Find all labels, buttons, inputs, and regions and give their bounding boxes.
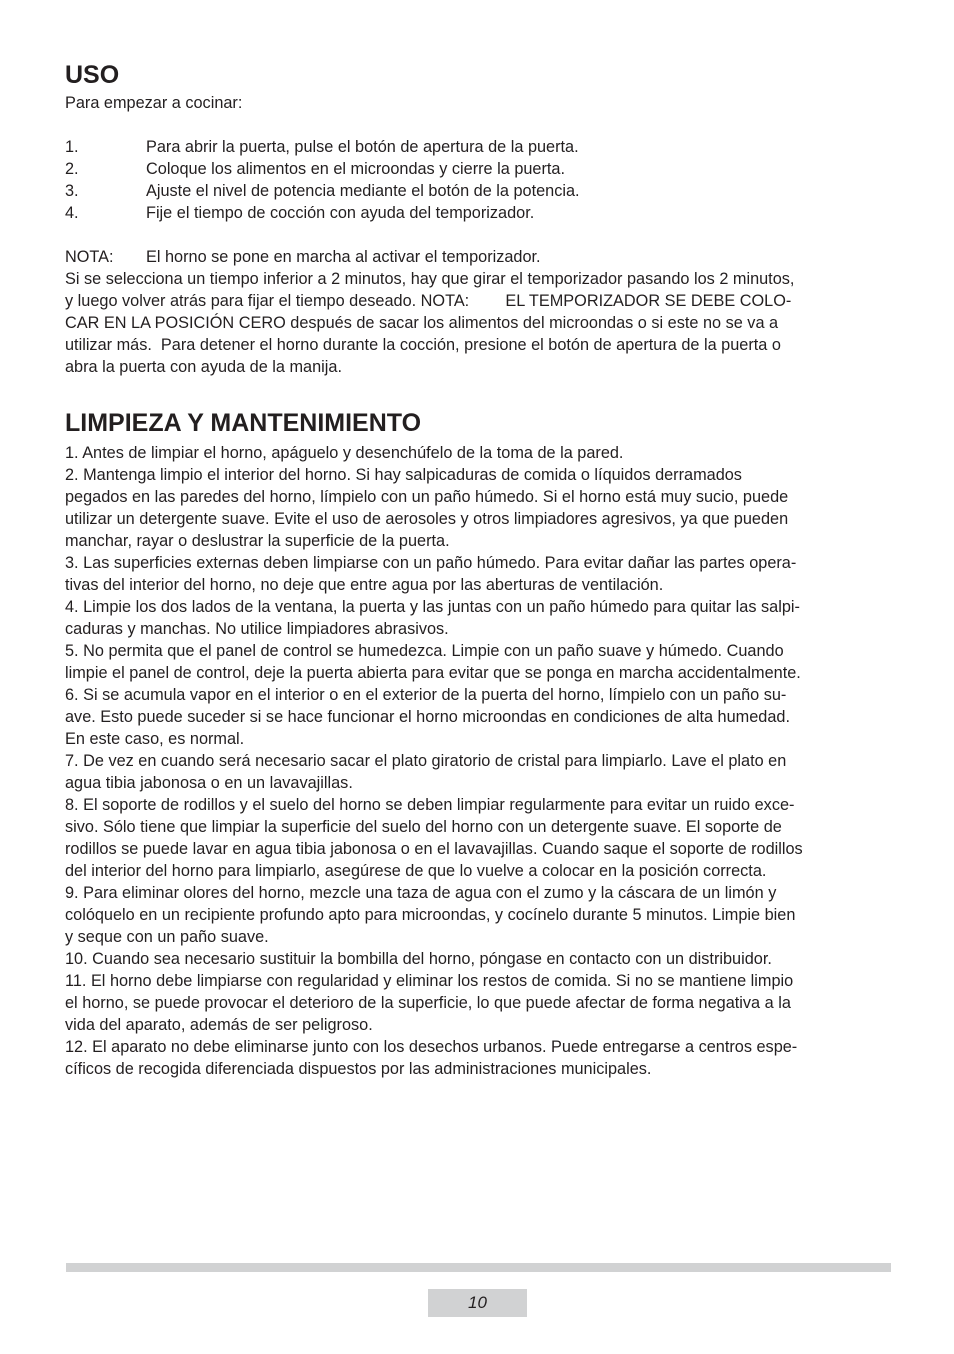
section-title-uso: USO	[65, 61, 120, 89]
step-text: Ajuste el nivel de potencia mediante el botón de la potencia.	[146, 182, 580, 200]
step-number: 4.	[65, 204, 79, 222]
limpieza-line: cíficos de recogida diferenciada dispuestos por las administraciones municipales.	[65, 1060, 652, 1078]
limpieza-line: 8. El soporte de rodillos y el suelo del horno se deben limpiar regularmente para evitar un ruido exce-	[65, 796, 795, 814]
limpieza-line: colóquelo en un recipiente profundo apto para microondas, y cocínelo durante 5 minutos. Limpie bien	[65, 906, 796, 924]
limpieza-line: 2. Mantenga limpio el interior del horno. Si hay salpicaduras de comida o líquidos derramados	[65, 466, 742, 484]
step-text: Para abrir la puerta, pulse el botón de apertura de la puerta.	[146, 138, 579, 156]
limpieza-line: caduras y manchas. No utilice limpiadores abrasivos.	[65, 620, 449, 638]
limpieza-line: 5. No permita que el panel de control se humedezca. Limpie con un paño suave y húmedo. Cuando	[65, 642, 784, 660]
limpieza-line: 11. El horno debe limpiarse con regularidad y eliminar los restos de comida. Si no se mantiene limpio	[65, 972, 794, 990]
limpieza-line: tivas del interior del horno, no deje que entre agua por las aberturas de ventilación.	[65, 576, 664, 594]
limpieza-line: pegados en las paredes del horno, límpielo con un paño húmedo. Si el horno está muy sucio, puede	[65, 488, 789, 506]
footer-rule	[66, 1263, 891, 1272]
note-row	[65, 246, 895, 268]
limpieza-line: 12. El aparato no debe eliminarse junto con los desechos urbanos. Puede entregarse a centros espe-	[65, 1038, 798, 1056]
limpieza-line: el horno, se puede provocar el deterioro de la superficie, lo que puede afectar de forma negativa a la	[65, 994, 791, 1012]
limpieza-line: 1. Antes de limpiar el horno, apáguelo y desenchúfelo de la toma de la pared.	[65, 444, 624, 462]
step-item	[65, 158, 895, 180]
limpieza-line: ave. Esto puede suceder si se hace funcionar el horno microondas en condiciones de alta humedad.	[65, 708, 790, 726]
limpieza-text-block	[65, 442, 895, 1080]
intro-text: Para empezar a cocinar:	[65, 94, 243, 112]
limpieza-line: 3. Las superficies externas deben limpiarse con un paño húmedo. Para evitar dañar las partes opera-	[65, 554, 797, 572]
limpieza-line: manchar, rayar o deslustrar la superficie de la puerta.	[65, 532, 450, 550]
step-text: Coloque los alimentos en el microondas y cierre la puerta.	[146, 160, 566, 178]
note-line: CAR EN LA POSICIÓN CERO después de sacar los alimentos del microondas o si este no se va a	[65, 314, 779, 332]
note-line: abra la puerta con ayuda de la manija.	[65, 358, 342, 376]
step-text: Fije el tiempo de cocción con ayuda del temporizador.	[146, 204, 535, 222]
limpieza-line: rodillos se puede lavar en agua tibia jabonosa o en el lavavajillas. Cuando saque el soporte de rodillos	[65, 840, 803, 858]
step-number: 3.	[65, 182, 79, 200]
limpieza-line: limpie el panel de control, deje la puerta abierta para evitar que se ponga en marcha accidentalmente.	[65, 664, 801, 682]
limpieza-line: 6. Si se acumula vapor en el interior o en el exterior de la puerta del horno, límpielo con un paño su-	[65, 686, 787, 704]
limpieza-line: y seque con un paño suave.	[65, 928, 269, 946]
section-title-limpieza: LIMPIEZA Y MANTENIMIENTO	[65, 409, 422, 437]
step-item	[65, 136, 895, 158]
note-text: El horno se pone en marcha al activar el temporizador.	[146, 248, 541, 266]
note-line: y luego volver atrás para fijar el tiempo deseado. NOTA: EL TEMPORIZADOR SE DEBE COLO-	[65, 292, 792, 310]
limpieza-line: En este caso, es normal.	[65, 730, 245, 748]
note-line: Si se selecciona un tiempo inferior a 2 minutos, hay que girar el temporizador pasando los 2 minutos,	[65, 270, 795, 288]
step-item	[65, 202, 895, 224]
step-number: 1.	[65, 138, 79, 156]
document-page	[65, 58, 895, 1080]
limpieza-line: 4. Limpie los dos lados de la ventana, la puerta y las juntas con un paño húmedo para quitar las salpi-	[65, 598, 800, 616]
limpieza-line: del interior del horno para limpiarlo, asegúrese de que lo vuelve a colocar en la posición correcta.	[65, 862, 767, 880]
page-number: 10	[428, 1289, 527, 1317]
limpieza-line: agua tibia jabonosa o en un lavavajillas.	[65, 774, 353, 792]
note-label: NOTA:	[65, 248, 114, 266]
limpieza-line: 10. Cuando sea necesario sustituir la bombilla del horno, póngase en contacto con un distribuidor.	[65, 950, 772, 968]
step-item	[65, 180, 895, 202]
limpieza-line: utilizar un detergente suave. Evite el uso de aerosoles y otros limpiadores agresivos, ya que pueden	[65, 510, 789, 528]
step-number: 2.	[65, 160, 79, 178]
limpieza-line: 7. De vez en cuando será necesario sacar el plato giratorio de cristal para limpiarlo. Lave el plato en	[65, 752, 787, 770]
limpieza-line: 9. Para eliminar olores del horno, mezcle una taza de agua con el zumo y la cáscara de un limón y	[65, 884, 777, 902]
limpieza-line: sivo. Sólo tiene que limpiar la superficie del suelo del horno con un detergente suave. El soporte de	[65, 818, 782, 836]
note-line: utilizar más. Para detener el horno durante la cocción, presione el botón de apertura de la puerta o	[65, 336, 781, 354]
spacer	[65, 114, 895, 136]
spacer	[65, 224, 895, 246]
limpieza-line: vida del aparato, además de ser peligroso.	[65, 1016, 373, 1034]
